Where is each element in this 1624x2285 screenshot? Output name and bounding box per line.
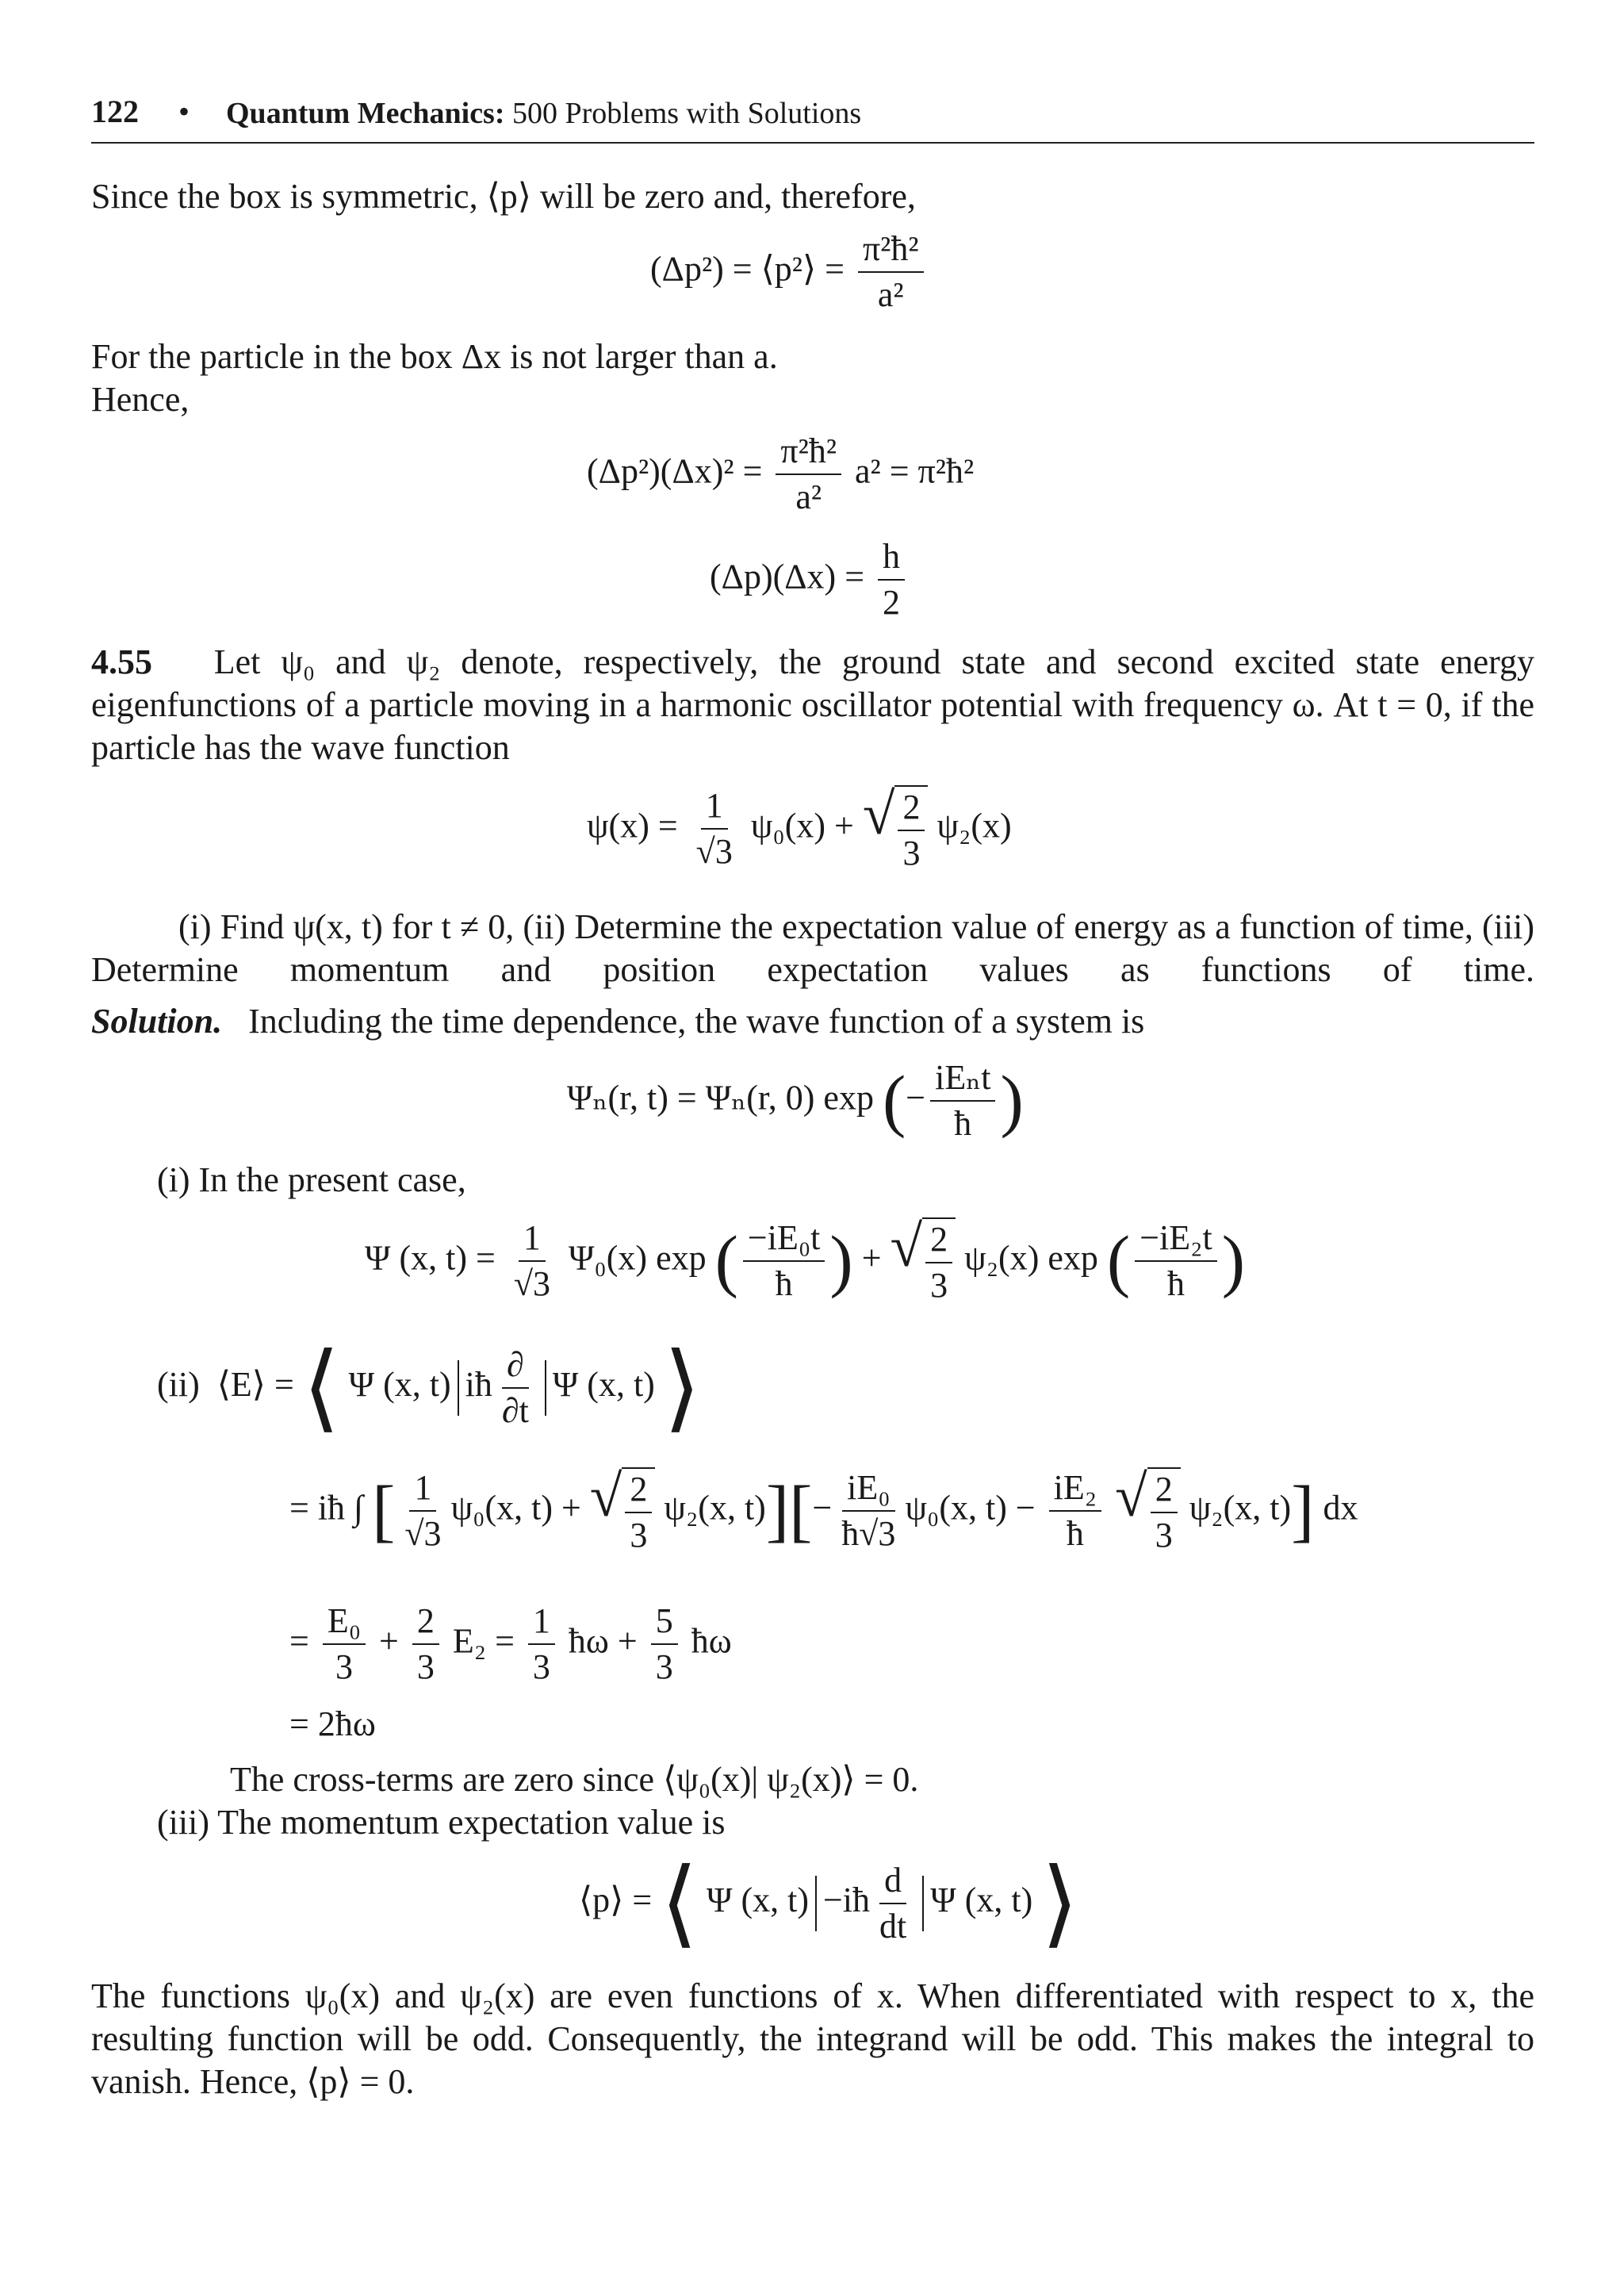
left-paren: ( [882, 1062, 906, 1140]
eq1-num: π²ħ² [858, 230, 924, 273]
problem-tasks: (i) Find ψ(x, t) for t ≠ 0, (ii) Determine the expectation value of energy as a function of time, (iii) Determine momentum and position expectation values as functions of time. [91, 907, 1534, 989]
solution-body: Including the time dependence, the wave function of a system is [248, 1002, 1145, 1041]
Psi-frac1 [509, 1219, 555, 1304]
book-title [226, 96, 861, 131]
eq2-num: π²ħ² [776, 432, 841, 475]
E-op-den: ∂t [501, 1391, 529, 1430]
eq2-rhs: a² = π²ħ² [855, 451, 975, 491]
Psi-exp1-num: −iE₀t [743, 1219, 825, 1262]
E-lhs: ⟨E⟩ = [216, 1365, 294, 1405]
psi-sqrt [862, 782, 929, 873]
int-frac3 [1049, 1469, 1101, 1554]
equation-wavefunction-time: Ψ (x, t) = $\frac{1}{√3}$ Ψ₀(x) exp ( $\frac{\text{−iE₀t}}{ħ}$ ) + √ $\frac{2}{3}$ ψ₂(x) exp ( $\frac{\text{−iE₂t}}{ħ}$ ) [365, 1214, 1245, 1305]
left-angle: ⟨ [302, 1335, 340, 1440]
p-lhs: ⟨p⟩ = [579, 1881, 653, 1920]
Psi-term2: ψ₂(x) exp [964, 1238, 1098, 1278]
problem-body: Let ψ₀ and ψ₂ denote, respectively, the ground state and second excited state energy eigenfunctions of a particle moving in a harmonic oscillator potential with frequency ω. At t = 0, if the particle has the wave function [91, 642, 1534, 767]
int-a: ψ₀(x, t) + [450, 1488, 581, 1528]
page-number: 122 [91, 94, 139, 129]
int-d: ψ₀(x, t) − [905, 1488, 1036, 1528]
p-op-num: d [879, 1861, 906, 1904]
Psi-exp1-den: ħ [775, 1264, 793, 1304]
int-frac3-den: ħ [1066, 1514, 1084, 1554]
psi-term1: ψ₀(x) + [750, 806, 854, 845]
sum-frac1-num: E₀ [323, 1602, 366, 1645]
sum-frac1-den: 3 [335, 1647, 353, 1687]
problem-number: 4.55 [91, 642, 152, 681]
int-frac2-num: iE₀ [842, 1469, 894, 1512]
Psi-n-den: ħ [954, 1104, 972, 1144]
sum-h2: ħω [691, 1621, 732, 1661]
Psi-exp2-num: −iE₂t [1135, 1219, 1216, 1262]
case-iii-label: (iii) The momentum expectation value is [157, 1803, 726, 1842]
p-op-den: dt [879, 1907, 907, 1946]
p-op-frac [875, 1861, 911, 1946]
Psi-sqrt: √ $\frac{2}{3}$ [891, 1217, 956, 1305]
eq1-den: a² [877, 275, 904, 315]
int-f: ψ₂(x, t) [1189, 1488, 1292, 1528]
Psi-lhs: Ψ (x, t) = [365, 1238, 496, 1278]
eq2-den: a² [795, 477, 822, 517]
equation-energy-result: = 2ħω [289, 1704, 376, 1743]
book-title-rest: 500 Problems with Solutions [512, 97, 862, 130]
psi-sqrt-num: 2 [898, 788, 925, 831]
int-frac1 [400, 1469, 446, 1554]
int-frac1-den: √3 [404, 1514, 442, 1554]
int-frac3-num: iE₂ [1049, 1469, 1101, 1512]
eq3-num: h [878, 538, 905, 581]
sum-frac2-den: 3 [416, 1647, 435, 1687]
sum-frac2 [412, 1602, 439, 1687]
Psi-n-frac [930, 1059, 995, 1144]
E-op-frac [497, 1346, 534, 1431]
sum-frac1 [323, 1602, 366, 1687]
sum-frac2-num: 2 [412, 1602, 439, 1645]
sum-h1: ħω + [568, 1621, 638, 1661]
text-even-functions: The functions ψ₀(x) and ψ₂(x) are even functions of x. When differentiated with respect to x, the resulting function will be odd. Consequently, the integrand will be odd. This makes the integral to vanish. Hence, ⟨p⟩ = 0. [91, 1976, 1534, 2101]
eq3-lhs: (Δp)(Δx) = [710, 557, 865, 596]
case-ii-label: (ii) [157, 1365, 200, 1405]
radical-sign: √ [862, 782, 895, 847]
equation-initial-wavefunction [587, 782, 1012, 873]
psi-term2: ψ₂(x) [936, 806, 1012, 845]
p-op-pre: −iħ [822, 1881, 871, 1920]
text-hence: Hence, [91, 380, 190, 419]
int-b: ψ₂(x, t) [664, 1488, 766, 1528]
int-pre: = iħ ∫ [289, 1488, 364, 1528]
sum-frac4 [651, 1602, 678, 1687]
psi-sqrt-den: 3 [902, 834, 921, 873]
psi-lhs: ψ(x) = [587, 806, 678, 845]
sum-e2: E₂ = [452, 1621, 515, 1661]
Psi-frac1-den: √3 [513, 1264, 550, 1304]
sum-frac3 [528, 1602, 555, 1687]
equation-energy-integral: = iħ ∫ [ $\frac{1}{√3}$ ψ₀(x, t) + √ $\frac{2}{3}$ ψ₂(x, t)][− $\frac{\text{iE₀}}{ħ√3}$ ψ₀(x, t) − $\frac{\text{iE₂}}{ħ}$ √ $\frac{2}{3}$ ψ₂(x, t)] dx [289, 1464, 1358, 1555]
solution-intro [91, 1001, 1144, 1041]
sum-frac3-den: 3 [532, 1647, 550, 1687]
equation-energy-expectation [157, 1335, 701, 1440]
right-angle: ⟩ [663, 1335, 701, 1440]
Psi-term1: Ψ₀(x) exp [568, 1238, 707, 1278]
eq3-fraction [878, 538, 905, 623]
psi-frac1-num: 1 [701, 787, 728, 830]
int-frac2-den: ħ√3 [841, 1514, 896, 1554]
running-header [91, 91, 1534, 144]
Psi-exp2 [1135, 1219, 1216, 1304]
Psi-n-lhs: Ψₙ(r, t) = Ψₙ(r, 0) exp [567, 1078, 874, 1118]
sum-frac4-num: 5 [651, 1602, 678, 1645]
Psi-frac1-num: 1 [519, 1219, 546, 1262]
equation-time-dependence: Ψₙ(r, t) = Ψₙ(r, 0) exp (− $\frac{\text{iEₙt}}{ħ}$ ) [567, 1058, 1024, 1144]
equation-uncertainty-squared [587, 432, 974, 517]
text-cross-terms: The cross-terms are zero since ⟨ψ₀(x)| ψ₂(x)⟩ = 0. [230, 1760, 919, 1799]
equation-energy-sum: = $\frac{\text{E₀}}{3}$ + $\frac{2}{3}$ E₂ = $\frac{1}{3}$ ħω + $\frac{5}{3}$ ħω [289, 1601, 732, 1687]
Psi-exp1 [743, 1219, 825, 1304]
solution-label: Solution. [91, 1002, 223, 1041]
eq1-lhs: (Δp²) = ⟨p²⟩ = [650, 249, 845, 289]
E-bra: Ψ (x, t) [348, 1365, 451, 1405]
Psi-exp2-den: ħ [1166, 1264, 1185, 1304]
int-dx: dx [1323, 1488, 1358, 1528]
psi-frac1 [691, 787, 737, 872]
eq2-lhs: (Δp²)(Δx)² = [587, 451, 763, 491]
sum-frac4-den: 3 [655, 1647, 673, 1687]
problem-4-55 [91, 641, 1534, 769]
Psi-n-num: iEₙt [930, 1059, 995, 1102]
book-title-bold: Quantum Mechanics: [226, 97, 505, 130]
p-ket: Ψ (x, t) [930, 1881, 1033, 1920]
equation-delta-p-squared [650, 230, 929, 315]
equation-uncertainty [710, 538, 910, 623]
case-i-label: (i) In the present case, [157, 1160, 466, 1199]
sum-frac3-num: 1 [528, 1602, 555, 1645]
eq3-den: 2 [883, 583, 901, 623]
text-symmetric-box: Since the box is symmetric, ⟨p⟩ will be zero and, therefore, [91, 177, 916, 216]
psi-frac1-den: √3 [695, 832, 733, 872]
int-frac1-num: 1 [409, 1469, 436, 1512]
eq1-fraction [858, 230, 924, 315]
text-particle-in-box: For the particle in the box Δx is not larger than a. [91, 337, 778, 376]
eq2-fraction [776, 432, 841, 517]
header-bullet: • [178, 94, 190, 129]
E-op-num: ∂ [502, 1346, 529, 1389]
p-bra: Ψ (x, t) [706, 1881, 809, 1920]
int-frac2 [837, 1469, 900, 1554]
E-op-pre: iħ [465, 1365, 492, 1405]
E-ket: Ψ (x, t) [552, 1365, 655, 1405]
equation-momentum-expectation: ⟨p⟩ = ⟨ Ψ (x, t) −iħ $\frac{d}{dt}$ Ψ (x, t) ⟩ [579, 1850, 1079, 1956]
right-paren: ) [1000, 1062, 1024, 1140]
